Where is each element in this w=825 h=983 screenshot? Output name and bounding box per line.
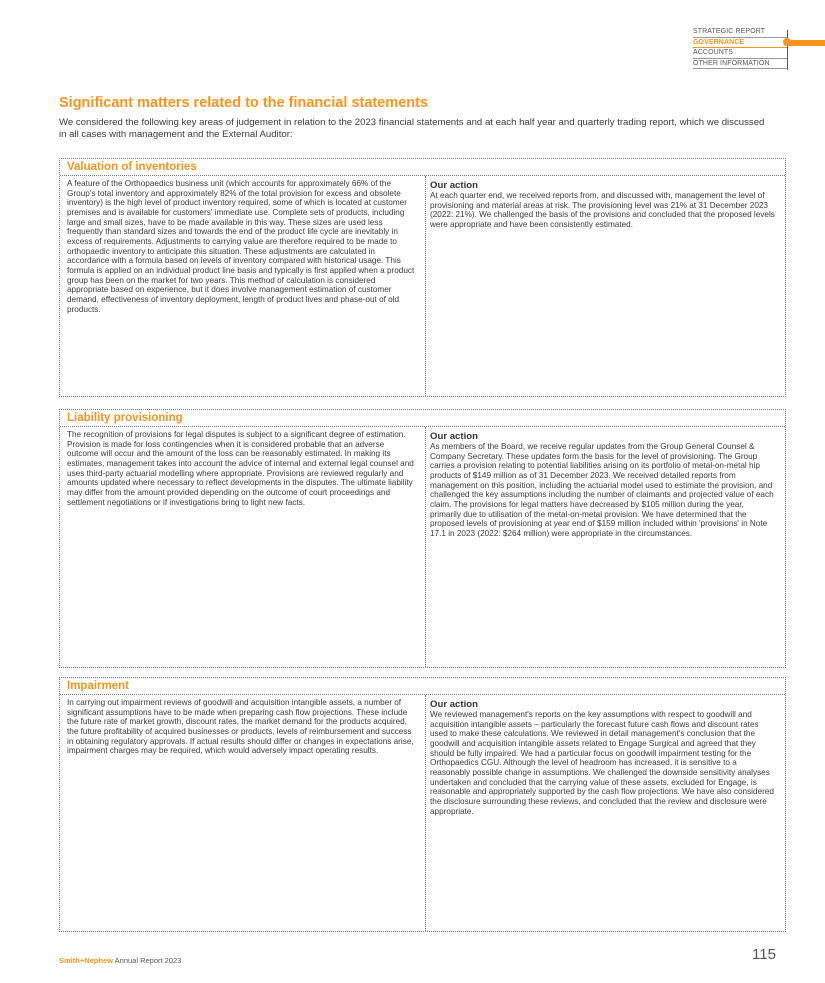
action-title: Our action	[430, 180, 478, 191]
column-divider	[425, 176, 426, 396]
intro-paragraph: We considered the following key areas of judgement in relation to the 2023 financial statements and at each half year and quarterly trading report, which we discussed in all cases with management and the External Auditor:	[59, 117, 765, 140]
section-valuation-of-inventories	[59, 158, 786, 397]
section-action	[430, 431, 775, 539]
nav-item-accounts[interactable]: ACCOUNTS	[693, 48, 788, 59]
action-title: Our action	[430, 431, 478, 442]
report-name: Annual Report 2023	[114, 956, 182, 965]
description-text: In carrying out impairment reviews of goodwill and acquisition intangible assets, a number of significant assumptions have to be made when preparing cash flow projections. These include the future rate of market growth, discount rates, the market demand for the products acquired, the future profitability of acquired businesses or products, levels of reimbursement and success in obtaining regulatory approvals. If actual results should differ or changes in expectations arise, impairment charges may be required, which would adversely impact operating results.	[67, 698, 414, 756]
section-description	[67, 430, 415, 507]
nav-item-governance[interactable]: GOVERNANCE	[693, 38, 788, 49]
section-action	[430, 699, 775, 816]
section-heading: Impairment	[60, 678, 785, 695]
section-heading: Valuation of inventories	[60, 159, 785, 176]
page-number: 115	[752, 946, 776, 963]
section-liability-provisioning	[59, 409, 786, 668]
action-title: Our action	[430, 699, 478, 710]
section-impairment	[59, 677, 786, 932]
section-action	[430, 180, 775, 230]
action-text: As members of the Board, we receive regular updates from the Group General Counsel & Company Secretary. These updates form the basis for the level of provisioning. The Group carries a provision relating to potential liabilities arising on its portfolio of metal-on-metal hip products of $149 million as of 31 December 2023. We received detailed reports from management on this position, including the actuarial model used to estimate the provision, and challenged the key assumptions including the number of claimants and projected value of each claim. The provisions for legal matters have decreased by $105 million during the year, primarily due to utilisation of the metal-on-metal provision. We have determined that the proposed levels of provisioning at year end of $159 million included within 'provisions' in Note 17.1 in 2023 (2022: $264 million) were appropriate in the circumstances.	[430, 442, 774, 538]
section-nav	[693, 27, 788, 69]
column-divider	[425, 695, 426, 931]
footer-brand	[59, 956, 181, 965]
brand-name: Smith+Nephew	[59, 956, 113, 965]
nav-active-tab-bar	[787, 40, 825, 46]
section-heading: Liability provisioning	[60, 410, 785, 427]
description-text: A feature of the Orthopaedics business unit (which accounts for approximately 66% of the Group's total inventory and approximately 82% of the total provision for excess and obsolete inventory) is the high level of product inventory required, some of which is located at customer premises and is available for customers' immediate use. Complete sets of products, including large and small sizes, have to be made available in this way. These sizes are used less frequently than standard sizes and towards the end of the product life cycle are inevitably in excess of requirements. Adjustments to carrying value are therefore required to be made to orthopaedic inventory to anticipate this situation. These adjustments are calculated in accordance with a formula based on levels of inventory compared with historical usage. This formula is applied on an individual product line basis and typically is first applied when a product group has been on the market for two years. This method of calculation is considered appropriate based on experience, but it does involve management estimation of customer demand, effectiveness of inventory deployment, length of product lives and phase-out of old products.	[67, 179, 415, 314]
section-description	[67, 698, 415, 756]
nav-item-strategic-report[interactable]: STRATEGIC REPORT	[693, 27, 788, 38]
nav-item-other-information[interactable]: OTHER INFORMATION	[693, 59, 788, 70]
action-text: At each quarter end, we received reports from, and discussed with, management the level of provisioning and material areas at risk. The provisioning level was 21% at 31 December 2023 (2022: 21%). We challenged the basis of the provisions and concluded that the proposed levels were appropriate and have been consistently estimated.	[430, 191, 775, 229]
page-title: Significant matters related to the financial statements	[59, 95, 429, 111]
action-text: We reviewed management's reports on the key assumptions with respect to goodwill and acquisition intangible assets – particularly the forecast future cash flows and discount rates used to make these calculations. We reviewed in detail management's conclusion that the goodwill and acquisition intangible assets related to Engage Surgical and agreed that they should be fully impaired. We had a particular focus on goodwill impairment testing for the Orthopaedics CGU. Although the level of headroom has increased, it is sensitive to a reasonably possible change in assumptions. We challenged the downside sensitivity analyses undertaken and concluded that the carrying value of these assets, excluded for Engage, is reasonable and appropriately supported by the cash flow projections. We have also considered the disclosure surrounding these reviews, and concluded that the review and disclosure were appropriate.	[430, 710, 774, 816]
column-divider	[425, 427, 426, 667]
description-text: The recognition of provisions for legal disputes is subject to a significant degree of estimation. Provision is made for loss contingencies when it is considered probable that an adverse outcome will occur and the amount of the loss can be reasonably estimated. In making its estimates, management takes into account the advice of internal and external legal counsel and uses third-party actuarial modelling where appropriate. Provisions are reviewed regularly and amounts updated where necessary to reflect developments in the disputes. The ultimate liability may differ from the amount provided depending on the outcome of court proceedings and settlement negotiations or if investigations bring to light new facts.	[67, 430, 414, 507]
nav-rail	[787, 30, 788, 70]
section-description	[67, 179, 415, 314]
